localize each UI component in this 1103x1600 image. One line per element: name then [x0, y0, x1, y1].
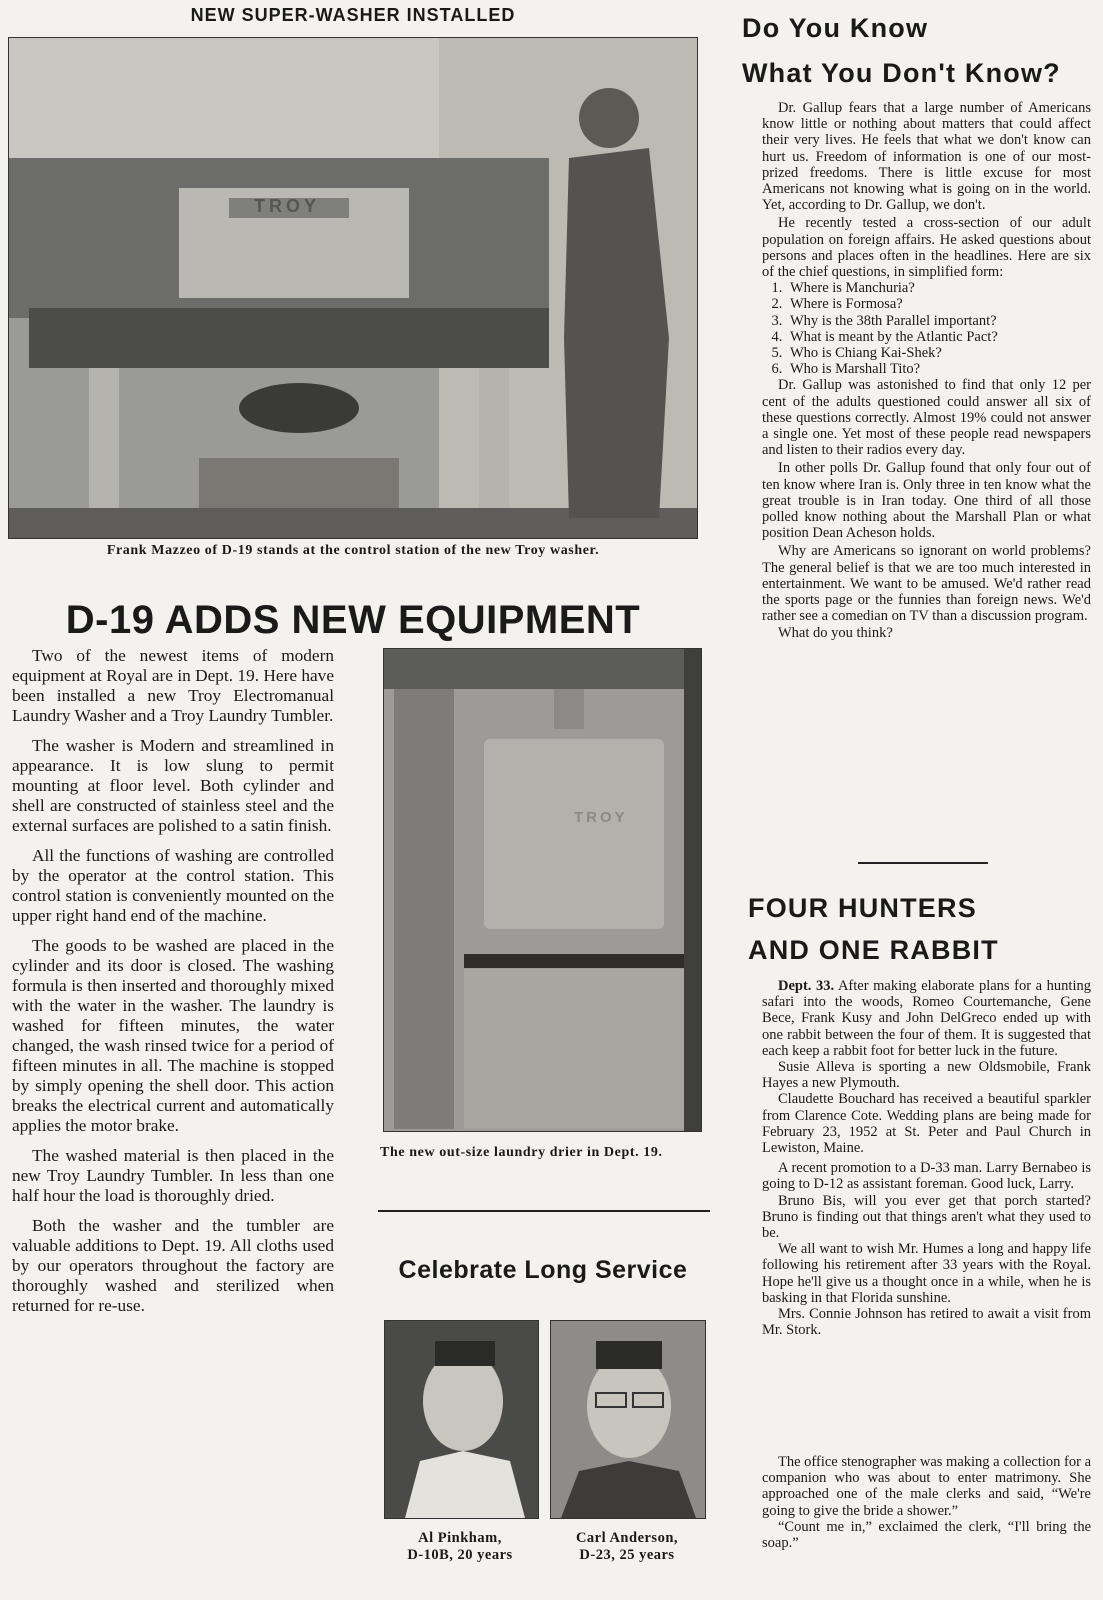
drier-photo-caption: The new out-size laundry drier in Dept. 19.	[380, 1145, 663, 1160]
article-paragraph: We all want to wish Mr. Humes a long and happy life following his retirement after 33 years with the Royal. Hope he'll give us a thought once in a while, when he is basking in that Florida sunshine.	[762, 1241, 1091, 1306]
article-paragraph: Claudette Bouchard has received a beautiful sparkler from Clarence Cote. Wedding plans are being made for February 23, 1952 at St. Peter and Paul Church in Lewiston, Maine.	[762, 1091, 1091, 1157]
article-paragraph: Why are Americans so ignorant on world problems? The general belief is that we are too much interested in entertainment. We want to be amused. We'd rather read the sports page or the funnies than foreign news. We'd rather see a comedian on TV than a discussion program.	[762, 543, 1091, 625]
article-paragraph: A recent promotion to a D-33 man. Larry Bernabeo is going to D-12 as assistant foreman. Good luck, Larry.	[762, 1160, 1091, 1193]
portrait-anderson	[550, 1320, 706, 1519]
question-item: 5. Who is Chiang Kai-Shek?	[786, 345, 1091, 361]
article-paragraph: What do you think?	[778, 624, 893, 641]
do-you-know-headline-1: Do You Know	[742, 13, 929, 43]
column-divider	[378, 1210, 710, 1212]
article-paragraph	[762, 978, 1091, 1059]
article-paragraph: The office stenographer was making a collection for a companion who was about to enter matrimony. She approached one of the male clerks and said, “We're going to give the bride a shower.”	[762, 1454, 1091, 1519]
main-article-paragraph: Both the washer and the tumbler are valuable additions to Dept. 19. All cloths used by our operators throughout the factory are thoroughly washed and sterilized when returned for re-use.	[12, 1216, 334, 1315]
do-you-know-headline-2: What You Don't Know?	[742, 58, 1061, 88]
drier-photo	[383, 648, 702, 1132]
article-paragraph: “Count me in,” exclaimed the clerk, “I'll bring the soap.”	[762, 1518, 1091, 1552]
main-article-headline: D-19 ADDS NEW EQUIPMENT	[65, 598, 641, 642]
article-paragraph: Mrs. Connie Johnson has retired to await a visit from Mr. Stork.	[762, 1306, 1091, 1339]
person-detail: D-10B, 20 years	[407, 1547, 513, 1563]
main-article-body	[12, 646, 334, 1326]
question-item: 3. Why is the 38th Parallel important?	[786, 313, 1091, 329]
main-article-paragraph: The washer is Modern and streamlined in appearance. It is low slung to permit mounting at floor level. Both cylinder and shell are constructed of stainless steel and the external surfaces are polished to a satin finish.	[12, 736, 334, 835]
article-text: After making elaborate plans for a hunting safari into the woods, Romeo Courtemanche, Gene Bece, Frank Kusy and John DelGreco ended up with one rabbit between the four of them. It is suggested that each keep a rabbit foot for better luck in the future.	[762, 978, 1091, 1059]
four-hunters-body	[762, 978, 1091, 1338]
drier-brand-label: TROY	[574, 809, 628, 826]
main-article-paragraph: All the functions of washing are controlled by the operator at the control station. This control station is conveniently mounted on the upper right hand end of the machine.	[12, 846, 334, 925]
article-paragraph: Dr. Gallup fears that a large number of Americans know little or nothing about matters that could affect their very lives. He feels that what we don't know can hurt us. Freedom of information is one of our most-prized freedoms. There is little excuse for most Americans not knowing what is going on in the world. Yet, according to Dr. Gallup, we don't.	[762, 100, 1091, 214]
four-hunters-headline-1: FOUR HUNTERS	[748, 893, 977, 923]
questions-list	[762, 280, 1091, 377]
article-paragraph: Dr. Gallup was astonished to find that only 12 per cent of the adults questioned could answer all six of these questions correctly. Almost 19% could not answer a single one. Yet most of these people read newspapers and listen to their radios every day.	[762, 377, 1091, 459]
main-article-paragraph: Two of the newest items of modern equipment at Royal are in Dept. 19. Here have been installed a new Troy Electromanual Laundry Washer and a Troy Laundry Tumbler.	[12, 646, 334, 725]
article-paragraph: Susie Alleva is sporting a new Oldsmobile, Frank Hayes a new Plymouth.	[762, 1059, 1091, 1092]
person-name: Al Pinkham,	[418, 1530, 502, 1546]
portrait-caption-anderson	[546, 1530, 708, 1564]
person-detail: D-23, 25 years	[579, 1547, 675, 1563]
question-item: 1. Where is Manchuria?	[786, 280, 1091, 296]
article-paragraph: He recently tested a cross-section of our adult population on foreign affairs. He asked questions about persons and places often in the headlines. Here are six of the chief questions, in simplified form:	[762, 215, 1091, 281]
person-name: Carl Anderson,	[575, 1530, 679, 1546]
main-article-paragraph: The washed material is then placed in the new Troy Laundry Tumbler. In less than one half hour the load is thoroughly dried.	[12, 1146, 334, 1205]
four-hunters-headline-2: AND ONE RABBIT	[748, 935, 999, 965]
portrait-caption-pinkham	[380, 1530, 540, 1564]
portrait-pinkham	[384, 1320, 539, 1519]
do-you-know-body	[762, 100, 1091, 641]
right-column-divider	[858, 862, 988, 864]
washer-brand-label: TROY	[254, 196, 321, 216]
question-item: 2. Where is Formosa?	[786, 296, 1091, 312]
question-item: 6. Who is Marshall Tito?	[786, 361, 1091, 377]
article-paragraph: In other polls Dr. Gallup found that only four out of ten know where Iran is. Only three in ten know what the great trouble is in Iran today. One third of all those polled know nothing about the Marshall Plan or what position Dean Acheson holds.	[762, 460, 1091, 542]
washer-photo-caption: Frank Mazzeo of D-19 stands at the control station of the new Troy washer.	[106, 543, 600, 558]
question-item: 4. What is meant by the Atlantic Pact?	[786, 329, 1091, 345]
long-service-headline: Celebrate Long Service	[398, 1256, 688, 1284]
article-paragraph: Bruno Bis, will you ever get that porch started? Bruno is finding out that things aren't what they used to be.	[762, 1192, 1091, 1242]
dept-lead: Dept. 33.	[778, 978, 835, 994]
steno-joke-body	[762, 1454, 1091, 1551]
washer-photo	[8, 37, 698, 539]
main-article-paragraph: The goods to be washed are placed in the cylinder and its door is closed. The washing formula is then inserted and thoroughly mixed with the water in the washer. The laundry is washed for fifteen minutes, the water changed, the wash rinsed twice for a period of fifteen minutes in all. The machine is stopped by simply opening the shell door. This action breaks the electrical current and automatically applies the motor brake.	[12, 936, 334, 1135]
washer-section-headline: NEW SUPER-WASHER INSTALLED	[190, 5, 516, 25]
